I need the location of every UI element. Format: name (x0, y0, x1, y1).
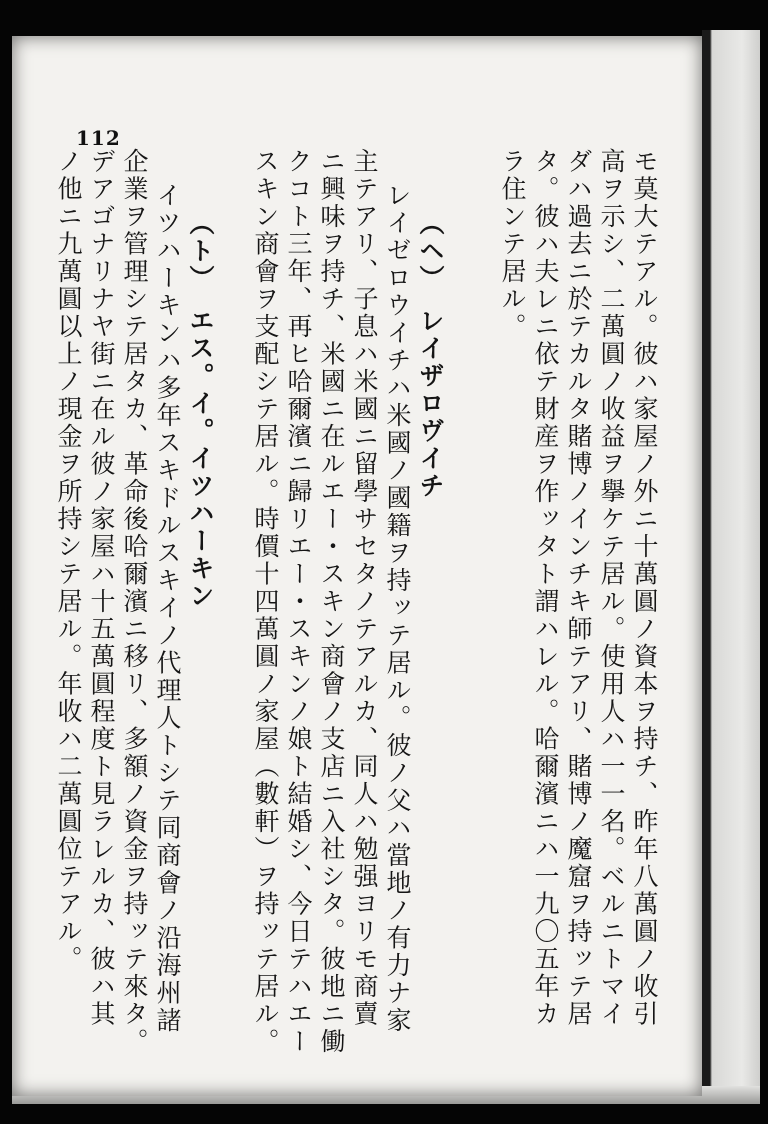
text-column-4: タ。彼ハ夫レニ依テ財産ヲ作ッタト謂ハレル。哈爾濱ニハ一九〇五年カ (531, 148, 560, 1028)
text-column-9: ニ興味ヲ持チ、米國ニ在ルエー・スキン商會ノ支店ニ入社シタ。彼地ニ働 (317, 148, 346, 1056)
page-number: 112 (76, 126, 121, 150)
book-edge (702, 30, 760, 1090)
text-column-2: 高ヲ示シ、二萬圓ノ收益ヲ擧ケテ居ル。使用人ハ一一名。ベルニトマイ (597, 148, 626, 1028)
text-column-8: 主テアリ、子息ハ米國ニ留學サセタノテアルカ、同人ハ勉强ヨリモ商賣 (350, 148, 379, 1028)
text-column-11: スキン商會ヲ支配シテ居ル。時價十四萬圓ノ家屋（數軒）ヲ持ッテ居ル。 (251, 148, 280, 1056)
text-column-13: イツハーキンハ多年スキドルスキイノ代理人トシテ同商會ノ沿海州諸 (153, 182, 182, 1035)
text-column-1: モ莫大テアル。彼ハ家屋ノ外ニ十萬圓ノ資本ヲ持チ、昨年八萬圓ノ收引 (630, 148, 659, 1028)
text-column-7: レイゼロウイチハ米國ノ國籍ヲ持ッテ居ル。彼ノ父ハ當地ノ有力ナ家 (383, 182, 412, 1035)
text-column-14: 企業ヲ管理シテ居タカ、革命後哈爾濱ニ移リ、多額ノ資金ヲ持ッテ來タ。 (120, 148, 149, 1056)
text-column-5: ラ住ンテ居ル。 (498, 148, 527, 341)
text-column-3: ダハ過去ニ於テカルタ賭博ノインチキ師テアリ、賭博ノ魔窟ヲ持ッテ居 (564, 148, 593, 1028)
text-column-10: クコト三年、再ヒ哈爾濱ニ歸リエー・スキンノ娘ト結婚シ、今日テハエー (284, 148, 313, 1056)
section-heading-to: （ト） エス。イ。イツハーキン (186, 210, 215, 610)
section-heading-he: （ヘ） レイザロヴイチ (416, 210, 445, 500)
text-column-16: ノ他ニ九萬圓以上ノ現金ヲ所持シテ居ル。年收ハ二萬圓位テアル。 (54, 148, 83, 973)
text-column-15: デアゴナリナヤ街ニ在ル彼ノ家屋ハ十五萬圓程度ト見ラレルカ、彼ハ其 (87, 148, 116, 1028)
